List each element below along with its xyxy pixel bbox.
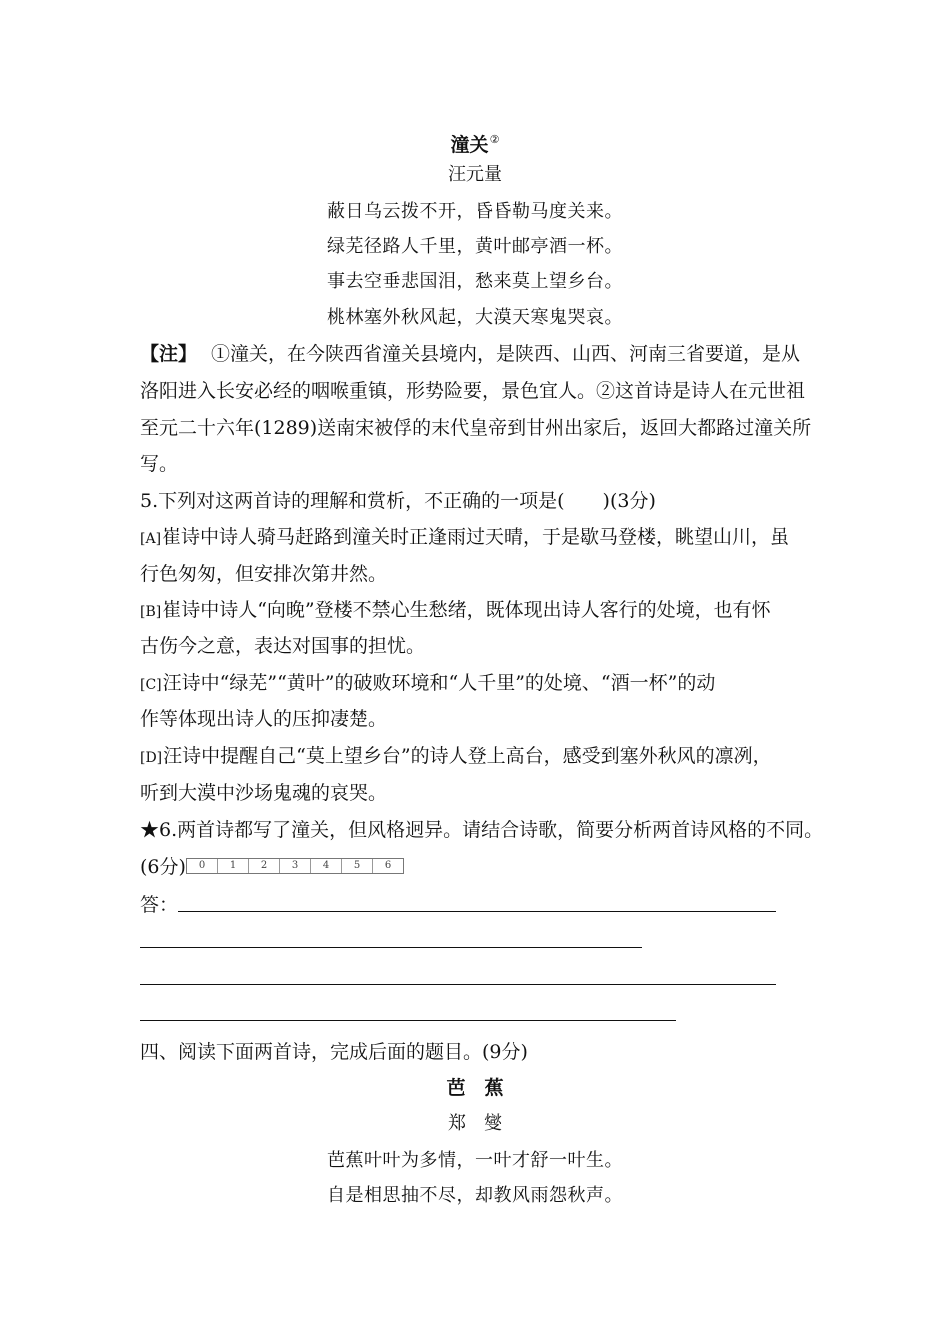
option-c-cont: 作等体现出诗人的压抑凄楚。 xyxy=(140,708,388,730)
section-4-heading: 四、阅读下面两首诗，完成后面的题目。(9分) xyxy=(140,1041,528,1063)
option-d-cont: 听到大漠中沙场鬼魂的哀哭。 xyxy=(140,782,388,804)
poem1-line: 事去空垂悲国泪，愁来莫上望乡台。 xyxy=(327,271,623,292)
option-a-cont: 行色匆匆，但安排次第井然。 xyxy=(140,563,388,585)
poem1-title: 潼关② xyxy=(450,133,500,156)
option-b: [B]崔诗中诗人“向晚”登楼不禁心生愁绪，既体现出诗人客行的处境，也有怀 xyxy=(140,599,771,621)
score-cell[interactable]: 0 xyxy=(187,859,218,873)
footnote-marker: ② xyxy=(489,133,500,146)
poem1-author: 汪元量 xyxy=(448,164,502,185)
answer-label: 答： xyxy=(140,894,179,916)
answer-line[interactable] xyxy=(140,1020,676,1021)
poem2-title: 芭 蕉 xyxy=(446,1077,504,1099)
option-c: [C]汪诗中“绿芜”“黄叶”的破败环境和“人千里”的处境、“酒一杯”的动 xyxy=(140,672,716,694)
note-label: 【注】 xyxy=(140,343,198,365)
score-cell[interactable]: 3 xyxy=(280,859,311,873)
score-cell[interactable]: 2 xyxy=(249,859,280,873)
poem1-line: 绿芜径路人千里，黄叶邮亭酒一杯。 xyxy=(327,236,623,257)
poem2-line: 自是相思抽不尽，却教风雨怨秋声。 xyxy=(327,1185,623,1206)
option-a: [A]崔诗中诗人骑马赶路到潼关时正逢雨过天晴，于是歇马登楼，眺望山川，虽 xyxy=(140,526,790,548)
poem1-line: 蔽日乌云拨不开，昏昏勒马度关来。 xyxy=(327,201,623,222)
score-cell[interactable]: 5 xyxy=(342,859,373,873)
note-line: 写。 xyxy=(140,453,179,475)
answer-line[interactable] xyxy=(140,947,642,948)
option-b-cont: 古伤今之意，表达对国事的担忧。 xyxy=(140,635,426,657)
question-5-stem: 5.下列对这两首诗的理解和赏析，不正确的一项是( )(3分) xyxy=(140,490,656,512)
poem2-line: 芭蕉叶叶为多情，一叶才舒一叶生。 xyxy=(327,1150,623,1171)
score-grid[interactable] xyxy=(186,858,404,874)
note-line: 至元二十六年(1289)送南宋被俘的末代皇帝到甘州出家后，返回大都路过潼关所 xyxy=(140,417,812,439)
score-cell[interactable]: 1 xyxy=(218,859,249,873)
answer-line[interactable] xyxy=(178,911,776,912)
option-d: [D]汪诗中提醒自己“莫上望乡台”的诗人登上高台，感受到塞外秋风的凛冽， xyxy=(140,745,772,767)
score-cell[interactable]: 6 xyxy=(384,860,392,871)
poem1-line: 桃林塞外秋风起，大漠天寒鬼哭哀。 xyxy=(327,307,623,328)
question-6-stem: ★6.两首诗都写了潼关，但风格迥异。请结合诗歌，简要分析两首诗风格的不同。 xyxy=(140,819,824,841)
note-line: 洛阳进入长安必经的咽喉重镇，形势险要，景色宜人。②这首诗是诗人在元世祖 xyxy=(140,380,806,402)
poem2-author: 郑 燮 xyxy=(448,1113,502,1134)
score-cell[interactable]: 4 xyxy=(311,859,342,873)
answer-line[interactable] xyxy=(140,984,776,985)
question-6-score: (6分) xyxy=(140,856,186,878)
note-line: 【注】 ①潼关，在今陕西省潼关县境内，是陕西、山西、河南三省要道，是从 xyxy=(140,343,801,365)
